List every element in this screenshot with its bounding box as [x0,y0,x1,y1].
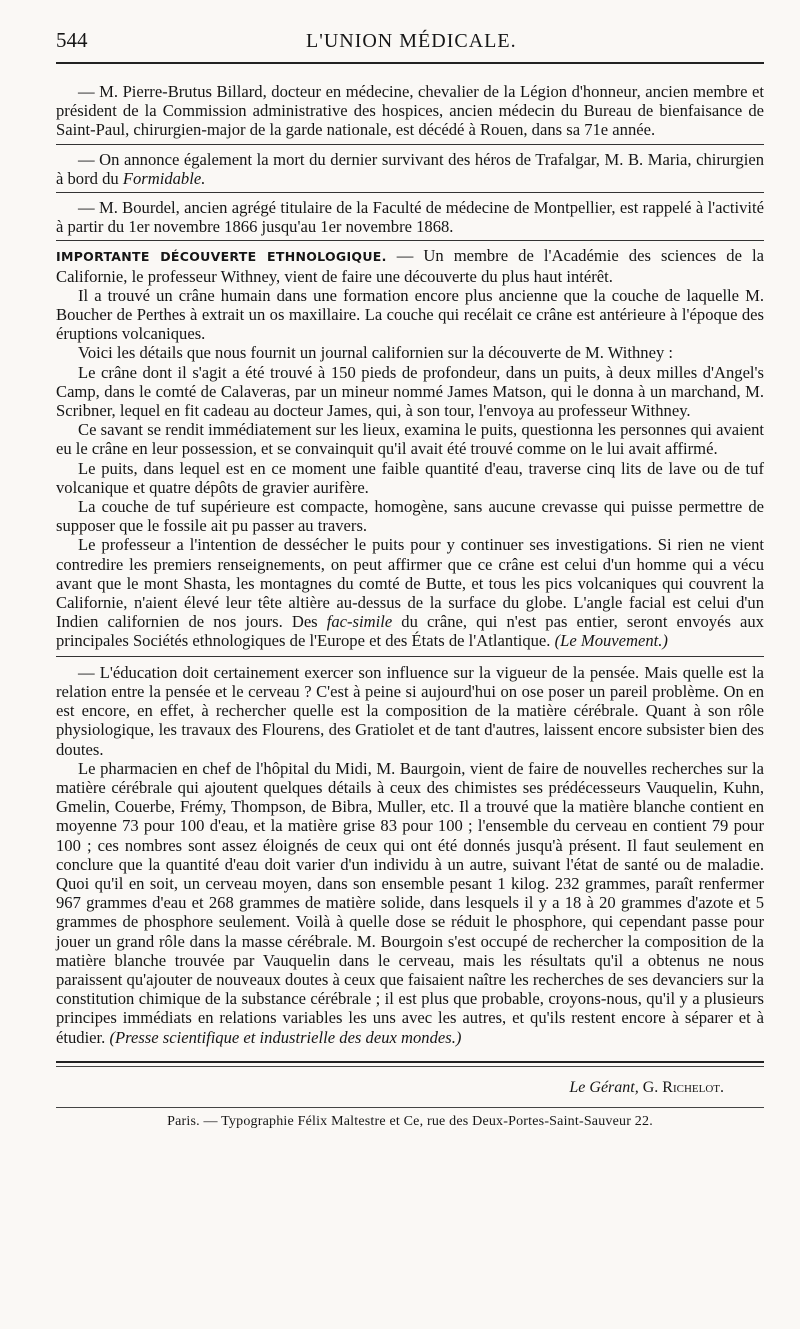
paragraph-skull-found: Il a trouvé un crâne humain dans une formation encore plus ancienne que la couche de laquelle M. Boucher de Perthes à extrait un os maxillaire. La couche qui recélait ce crâne est antérieure à l'époque des éruptions volcaniques. [56,285,764,344]
gerant-name: G. Richelot. [642,1078,724,1096]
journal-title: L'UNION MÉDICALE. [306,30,517,52]
divider [56,192,764,193]
paragraph-education: — L'éducation doit certainement exercer son influence sur la vigueur de la pensée. Mais quelle est la relation entre la pensée et le cerveau ? C'est à peine si aujourd'hui on ose poser un pareil problème. On en est encore, en effet, à rechercher quelle est la composition de la matière cérébrale. Quant à son rôle physiologique, les travaux des Flourens, des Gratiolet et de tant d'autres, laissent encore subsister bien des doutes. [56,662,764,759]
paragraph-well: Le puits, dans lequel est en ce moment une faible quantité d'eau, traverse cinq lits de lave ou de tuf volcanique et quatre dépôts de gravier aurifère. [56,458,764,497]
paragraph-details: Voici les détails que nous fournit un journal californien sur la découverte de M. Withney : [78,343,674,363]
paragraph-billard: — M. Pierre-Brutus Billard, docteur en médecine, chevalier de la Légion d'honneur, ancien membre et président de la Commission administrative des hospices, ancien médecin du Bureau de bienfaisance de Saint-Paul, chirurgien-major de la garde nationale, est décédé à Rouen, dans sa 71e année. [56,82,764,140]
footer-rule [56,1107,764,1108]
paragraph-professor: Le professeur a l'intention de dessécher le puits pour y continuer ses investigations. Si rien ne vient contredire les premiers renseignements, on peut affirmer que ce crâne est celui d'un homme qui a vécu avant que le mont Shasta, les montagnes du comté de Butte, et tous les pics volcaniques qui couvrent la Californie, n'aient élevé leur tête altière au-dessus de la surface du globe. L'angle facial est celui d'un Indien californien de nos jours. Des fac-simile du crâne, qui n'est pas entier, seront envoyés aux principales Sociétés ethnologiques de l'Europe et des États de l'Atlantique. (Le Mouvement.) [56,535,764,651]
printer-imprint: Paris. — Typographie Félix Maltestre et Ce, rue des Deux-Portes-Saint-Sauveur 22. [167,1113,653,1129]
paragraph-skull-depth: Le crâne dont il s'agit a été trouvé à 150 pieds de profondeur, dans un puits, à deux milles d'Angel's Camp, dans le comté de Calaveras, par un mineur nommé James Matson, qui le donna à un marchand, M. Scribner, lequel en fit cadeau au docteur James, qui, à son tour, l'envoya au professeur Withney. [56,362,764,421]
page-number: 544 [56,28,88,52]
page-header [56,28,764,64]
paragraph-discovery-intro: IMPORTANTE DÉCOUVERTE ETHNOLOGIQUE. — Un membre de l'Académie des sciences de la Californie, le professeur Withney, vient de faire une découverte du plus haut intérêt. [56,246,764,286]
gerant-label: Le Gérant, [569,1078,639,1096]
paragraph-tuf: La couche de tuf supérieure est compacte, homogène, sans aucune crevasse qui puisse permettre de supposer que le fossile ait pu passer au travers. [56,497,764,536]
paragraph-bourdel: — M. Bourdel, ancien agrégé titulaire de la Faculté de médecine de Montpellier, est rappelé à l'activité à partir du 1er novembre 1866 jusqu'au 1er novembre 1868. [56,198,764,237]
divider [56,144,764,145]
article-body [56,82,764,1047]
paragraph-savant: Ce savant se rendit immédiatement sur les lieux, examina le puits, questionna les personnes qui avaient eu le crâne en leur possession, et se convainquit qu'il avait été trouvé comme on le lui avait affirmé. [56,420,764,459]
divider [56,240,764,241]
source-citation: (Presse scientifique et industrielle des deux mondes.) [109,1027,462,1047]
gerant-signature [56,1079,764,1097]
paragraph-maria: — On annonce également la mort du dernier survivant des héros de Trafalgar, M. B. Maria, chirurgien à bord du Formidable. [56,149,764,188]
paragraph-baurgoin: Le pharmacien en chef de l'hôpital du Midi, M. Baurgoin, vient de faire de nouvelles recherches sur la matière cérébrale qui ajoutent quelques détails à ceux des chimistes ses prédécesseurs Vauquelin, Kuhn, Gmelin, Couerbe, Frémy, Thompson, de Bibra, Muller, etc. Il a trouvé que la matière blanche contient en moyenne 73 pour 100 d'eau, et la matière grise 83 pour 100 ; l'ensemble du cerveau en contient 79 pour 100 ; ces nombres sont assez éloignés de ceux qui ont été donnés jusqu'à présent. Il faut seulement en conclure que la quantité d'eau doit varier d'un individu à un autre, suivant l'état de santé ou de maladie. Quoi qu'il en soit, un cerveau moyen, dans son ensemble pesant 1 kilog. 232 grammes, paraît renfermer 967 grammes d'eau et 268 grammes de matière solide, dans lesquels il y a 18 à 20 grammes d'azote et 5 grammes de phosphore seulement. Voilà à quelle dose se réduit le phosphore, qui cependant passe pour jouer un grand rôle dans la masse cérébrale. M. Bourgoin s'est occupé de rechercher la composition de la matière blanche trouvée par Vauquelin dans le cerveau, mais les résultats qu'il a obtenus ne nous paraissent qu'ajouter de nouveaux doutes à ceux que faisaient naître les recherches de ses devanciers sur la constitution chimique de la substance cérébrale ; il est plus que probable, croyons-nous, qu'il y a plusieurs principes immédiats en relations variables les uns avec les autres, et qu'ils restent encore à séparer et à étudier. (Presse scientifique et industrielle des deux mondes.) [56,758,764,1047]
source-citation: (Le Mouvement.) [554,631,668,651]
footer-rule [56,1061,764,1063]
ship-name: Formidable. [122,168,206,188]
section-heading: IMPORTANTE DÉCOUVERTE ETHNOLOGIQUE. [56,249,387,265]
divider [56,656,764,657]
footer-rule [56,1066,764,1067]
